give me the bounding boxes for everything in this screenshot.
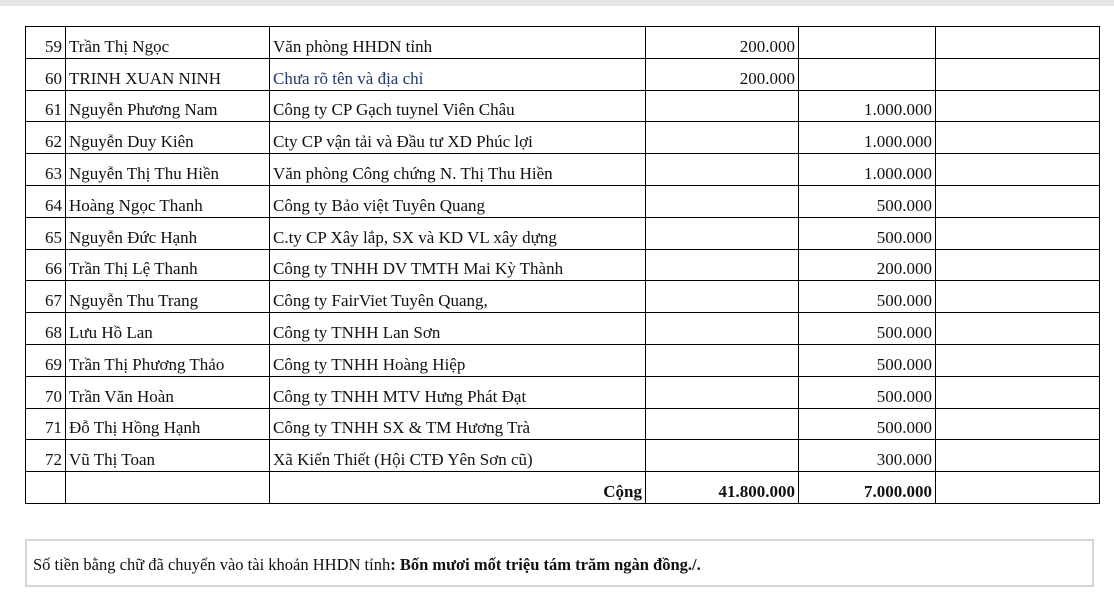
amount-col2 xyxy=(799,58,936,90)
donor-name: Nguyễn Thu Trang xyxy=(66,281,270,313)
amount-col3 xyxy=(936,122,1100,154)
amount-col1 xyxy=(646,376,799,408)
organization: Công ty TNHH Hoàng Hiệp xyxy=(270,344,646,376)
donor-name: Nguyễn Đức Hạnh xyxy=(66,217,270,249)
row-number: 72 xyxy=(26,440,66,472)
amount-col1 xyxy=(646,313,799,345)
row-number: 68 xyxy=(26,313,66,345)
donor-name: Đỗ Thị Hồng Hạnh xyxy=(66,408,270,440)
row-number: 70 xyxy=(26,376,66,408)
row-number: 64 xyxy=(26,185,66,217)
amount-col1 xyxy=(646,281,799,313)
donor-name: Lưu Hồ Lan xyxy=(66,313,270,345)
table-row xyxy=(26,313,1100,345)
amount-col1 xyxy=(646,249,799,281)
table-row xyxy=(26,344,1100,376)
organization: Văn phòng Công chứng N. Thị Thu Hiền xyxy=(270,154,646,186)
amount-col2: 500.000 xyxy=(799,376,936,408)
total-label: Cộng xyxy=(270,472,646,504)
amount-col3 xyxy=(936,408,1100,440)
table-row xyxy=(26,154,1100,186)
amount-col3 xyxy=(936,440,1100,472)
table-row xyxy=(26,58,1100,90)
table-row xyxy=(26,217,1100,249)
amount-col3 xyxy=(936,344,1100,376)
amount-col2: 1.000.000 xyxy=(799,122,936,154)
amount-in-words-prefix: Số tiền bằng chữ đã chuyển vào tài khoản HHDN tỉnh xyxy=(33,555,391,574)
donor-name: TRINH XUAN NINH xyxy=(66,58,270,90)
donor-name: Trần Thị Phương Thảo xyxy=(66,344,270,376)
total-name-cell xyxy=(66,472,270,504)
donor-name: Trần Thị Lệ Thanh xyxy=(66,249,270,281)
organization: Văn phòng HHDN tỉnh xyxy=(270,27,646,59)
donor-name: Trần Thị Ngọc xyxy=(66,27,270,59)
total-row xyxy=(26,472,1100,504)
amount-col1 xyxy=(646,440,799,472)
amount-col3 xyxy=(936,376,1100,408)
organization: Công ty TNHH MTV Hưng Phát Đạt xyxy=(270,376,646,408)
row-number: 60 xyxy=(26,58,66,90)
row-number: 61 xyxy=(26,90,66,122)
organization: Công ty TNHH DV TMTH Mai Kỳ Thành xyxy=(270,249,646,281)
row-number: 71 xyxy=(26,408,66,440)
amount-col3 xyxy=(936,249,1100,281)
amount-col2: 500.000 xyxy=(799,344,936,376)
amount-col3 xyxy=(936,58,1100,90)
amount-col3 xyxy=(936,313,1100,345)
donor-name: Trần Văn Hoàn xyxy=(66,376,270,408)
total-col2: 7.000.000 xyxy=(799,472,936,504)
document-page xyxy=(0,6,1114,593)
organization: Cty CP vận tải và Đầu tư XD Phúc lợi xyxy=(270,122,646,154)
row-number: 65 xyxy=(26,217,66,249)
table-body xyxy=(26,27,1100,472)
amount-col3 xyxy=(936,154,1100,186)
amount-col1 xyxy=(646,122,799,154)
row-number: 69 xyxy=(26,344,66,376)
table-row xyxy=(26,408,1100,440)
total-stt-cell xyxy=(26,472,66,504)
row-number: 67 xyxy=(26,281,66,313)
amount-col1 xyxy=(646,185,799,217)
amount-col1 xyxy=(646,344,799,376)
amount-col1 xyxy=(646,408,799,440)
amount-col2: 200.000 xyxy=(799,249,936,281)
row-number: 62 xyxy=(26,122,66,154)
amount-col1 xyxy=(646,90,799,122)
row-number: 66 xyxy=(26,249,66,281)
organization: Chưa rõ tên và địa chỉ xyxy=(270,58,646,90)
amount-col2: 500.000 xyxy=(799,217,936,249)
table-row xyxy=(26,440,1100,472)
table-row xyxy=(26,281,1100,313)
amount-col2: 500.000 xyxy=(799,408,936,440)
table-row xyxy=(26,249,1100,281)
table-row xyxy=(26,376,1100,408)
amount-col1 xyxy=(646,154,799,186)
amount-col2: 500.000 xyxy=(799,281,936,313)
organization: Công ty TNHH Lan Sơn xyxy=(270,313,646,345)
amount-col2: 1.000.000 xyxy=(799,90,936,122)
amount-col1 xyxy=(646,217,799,249)
organization: Công ty TNHH SX & TM Hương Trà xyxy=(270,408,646,440)
amount-col3 xyxy=(936,217,1100,249)
organization: Công ty CP Gạch tuynel Viên Châu xyxy=(270,90,646,122)
amount-col2: 1.000.000 xyxy=(799,154,936,186)
organization: Xã Kiến Thiết (Hội CTĐ Yên Sơn cũ) xyxy=(270,440,646,472)
amount-col3 xyxy=(936,27,1100,59)
amount-in-words xyxy=(25,539,1094,587)
amount-col1: 200.000 xyxy=(646,58,799,90)
amount-col3 xyxy=(936,185,1100,217)
total-col3 xyxy=(936,472,1100,504)
total-col1: 41.800.000 xyxy=(646,472,799,504)
organization: Công ty Bảo việt Tuyên Quang xyxy=(270,185,646,217)
table-row xyxy=(26,185,1100,217)
organization: C.ty CP Xây lắp, SX và KD VL xây dựng xyxy=(270,217,646,249)
donation-table xyxy=(25,26,1100,504)
amount-col3 xyxy=(936,281,1100,313)
donor-name: Hoàng Ngọc Thanh xyxy=(66,185,270,217)
donor-name: Nguyễn Duy Kiên xyxy=(66,122,270,154)
table-row xyxy=(26,122,1100,154)
amount-col2: 300.000 xyxy=(799,440,936,472)
donor-name: Vũ Thị Toan xyxy=(66,440,270,472)
donor-name: Nguyễn Thị Thu Hiền xyxy=(66,154,270,186)
amount-col3 xyxy=(936,90,1100,122)
amount-col2: 500.000 xyxy=(799,313,936,345)
organization: Công ty FairViet Tuyên Quang, xyxy=(270,281,646,313)
amount-col1: 200.000 xyxy=(646,27,799,59)
row-number: 59 xyxy=(26,27,66,59)
amount-col2: 500.000 xyxy=(799,185,936,217)
row-number: 63 xyxy=(26,154,66,186)
amount-col2 xyxy=(799,27,936,59)
amount-in-words-value: : Bốn mươi mốt triệu tám trăm ngàn đồng./. xyxy=(390,555,701,574)
table-row xyxy=(26,90,1100,122)
table-row xyxy=(26,27,1100,59)
donor-name: Nguyễn Phương Nam xyxy=(66,90,270,122)
